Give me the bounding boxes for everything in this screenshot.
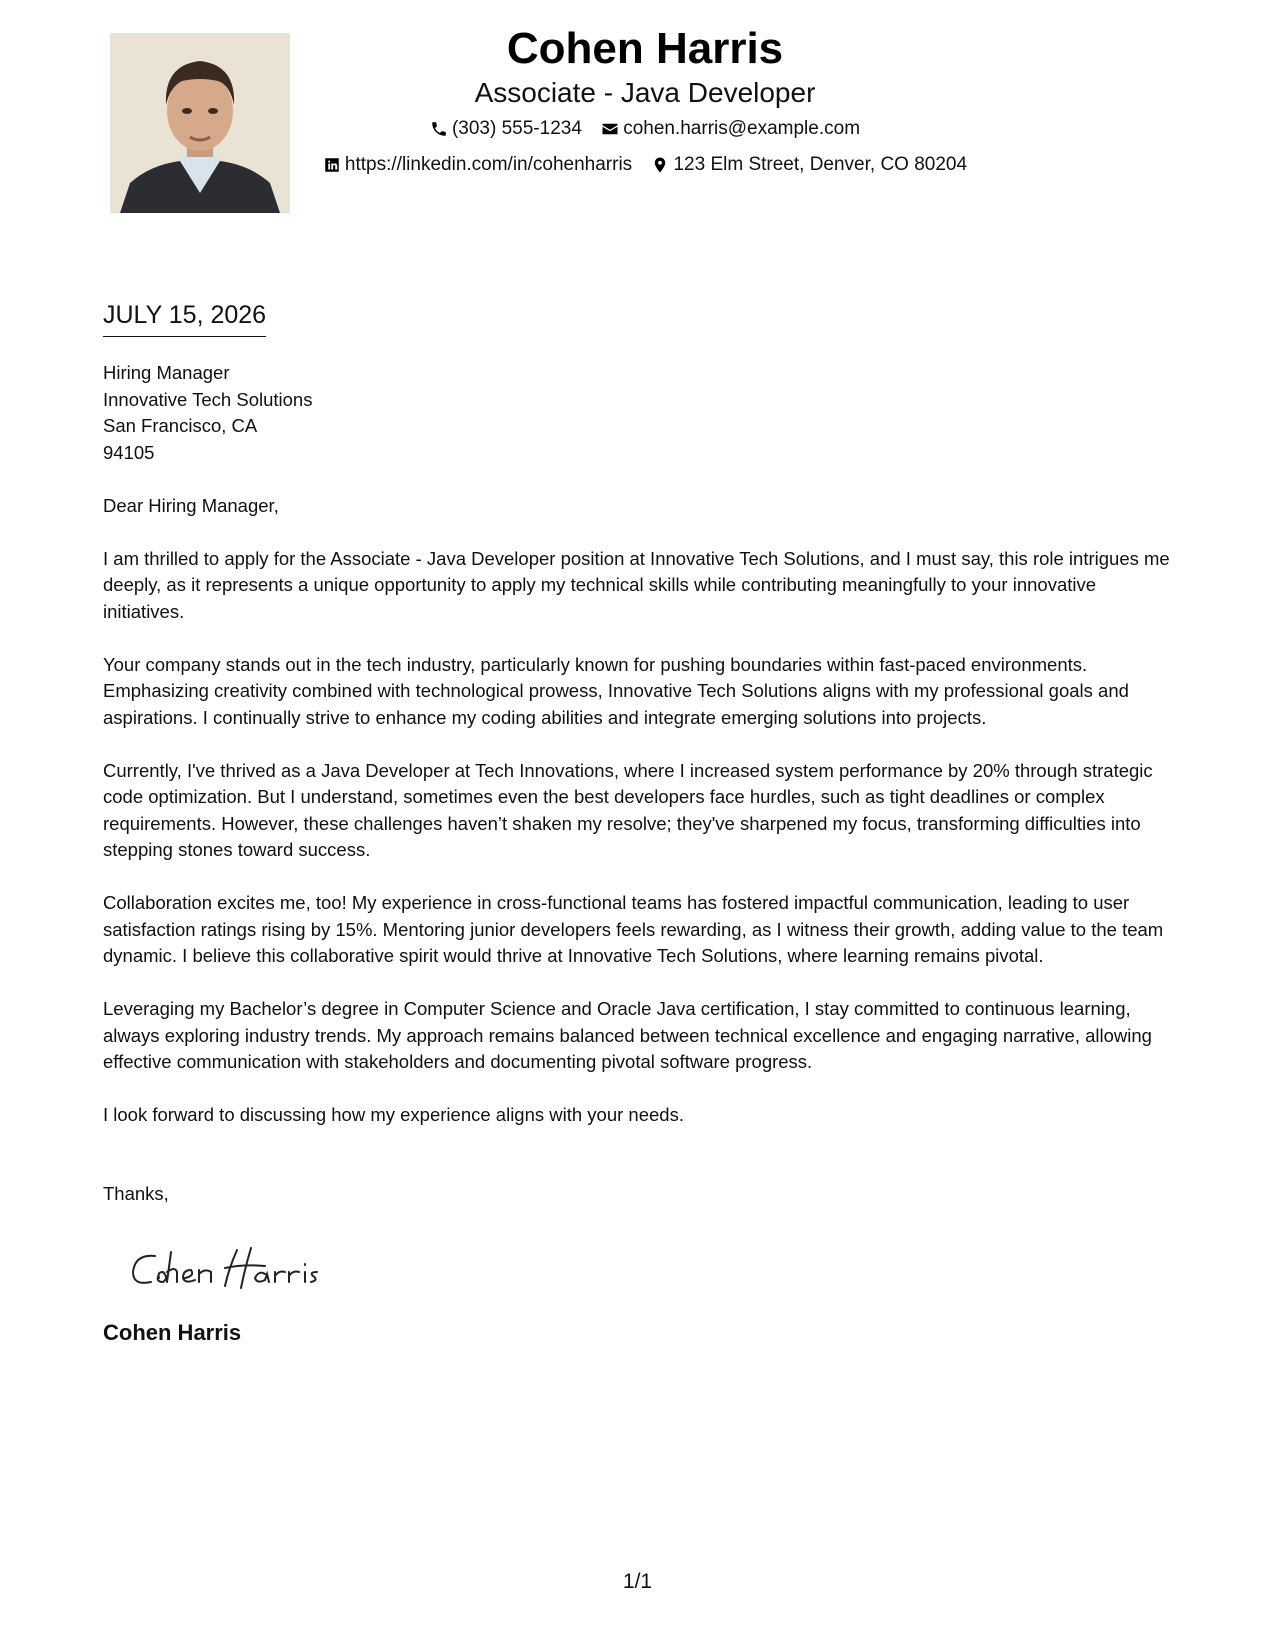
page-number: 1/1	[622, 1570, 653, 1593]
applicant-name: Cohen Harris	[506, 24, 784, 73]
signature-graphic	[125, 1238, 355, 1298]
phone-contact	[430, 116, 582, 142]
body-paragraph: Your company stands out in the tech industry, particularly known for pushing boundaries within fast-paced environments. Emphasizing creativity combined with technological prowess, Innovative Tech Solutions aligns with my professional goals and aspirations. I continually strive to enhance my coding abilities and integrate emerging solutions into projects.	[103, 653, 1129, 728]
linkedin-icon	[323, 156, 341, 174]
letter-date: JULY 15, 2026	[103, 298, 266, 337]
letter-body	[103, 360, 1173, 1208]
envelope-icon	[601, 120, 619, 138]
body-paragraph: Currently, I've thrived as a Java Developer at Tech Innovations, where I increased system performance by 20% through strategic code optimization. But I understand, sometimes even the best developers face hurdles, such as tight deadlines or complex requirements. However, these challenges haven’t shaken my resolve; they've sharpened my focus, transforming difficulties into stepping stones toward success.	[103, 759, 1153, 860]
body-paragraph: I am thrilled to apply for the Associate - Java Developer position at Innovative Tech Solutions, and I must say, this role intrigues me deeply, as it represents a unique opportunity to apply my technical skills while contributing meaningfully to your innovative initiatives.	[103, 547, 1170, 622]
linkedin-contact[interactable]	[323, 152, 632, 178]
signer-name: Cohen Harris	[103, 1320, 242, 1345]
profile-photo	[110, 33, 290, 213]
recipient-line: 94105	[103, 441, 155, 463]
map-pin-icon	[651, 156, 669, 174]
salutation: Dear Hiring Manager,	[103, 494, 279, 516]
phone-icon	[430, 120, 448, 138]
body-paragraph: Leveraging my Bachelor’s degree in Computer Science and Oracle Java certification, I stay committed to continuous learning, always exploring industry trends. My approach remains balanced between technical excellence and engaging narrative, allowing effective communication with stakeholders and documenting pivotal software progress.	[103, 998, 1152, 1072]
contact-row-1	[300, 116, 990, 146]
recipient-line: Hiring Manager	[103, 362, 230, 383]
closing: Thanks,	[103, 1183, 169, 1204]
portrait-image	[110, 33, 290, 213]
applicant-title: Associate - Java Developer	[474, 77, 816, 108]
linkedin-text[interactable]: https://linkedin.com/in/cohenharris	[344, 154, 633, 175]
email-text[interactable]: cohen.harris@example.com	[623, 118, 861, 139]
address-text: 123 Elm Street, Denver, CO 80204	[673, 154, 968, 175]
body-paragraph: Collaboration excites me, too! My experience in cross-functional teams has fostered impactful communication, leading to user satisfaction ratings rising by 15%. Mentoring junior developers feels rewarding, as I witness their growth, adding value to the team dynamic. I believe this collaborative spirit would thrive at Innovative Tech Solutions, where learning remains pivotal.	[103, 892, 1164, 966]
letter-header	[300, 22, 990, 182]
contact-row-2	[300, 152, 990, 182]
recipient-line: Innovative Tech Solutions	[103, 388, 313, 410]
recipient-block	[103, 360, 1173, 466]
email-contact[interactable]	[601, 116, 860, 142]
body-paragraph: I look forward to discussing how my experience aligns with your needs.	[103, 1104, 684, 1125]
handwritten-signature	[125, 1238, 355, 1298]
recipient-line: San Francisco, CA	[103, 415, 258, 436]
phone-text: (303) 555-1234	[451, 118, 582, 139]
address-contact	[651, 152, 967, 178]
